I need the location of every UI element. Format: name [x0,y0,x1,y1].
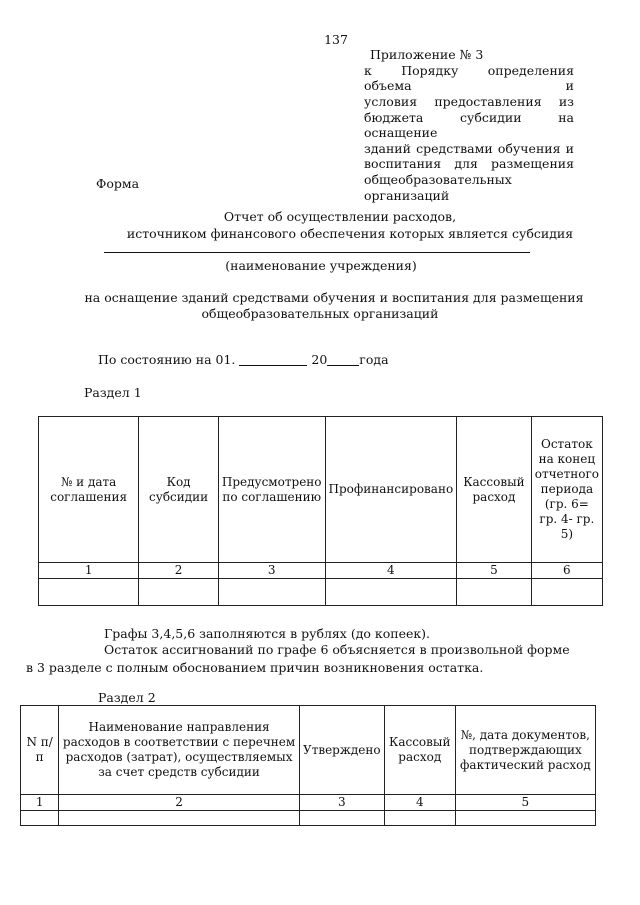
column-number: 6 [531,563,602,579]
form-label: Форма [96,176,140,191]
as-of-date [98,352,389,368]
appendix-line: организаций [364,187,450,203]
table-header: №, дата документов, подтверждающих фактический расход [455,706,595,795]
column-number: 1 [39,563,139,579]
table-header: N п/п [21,706,59,795]
table-cell[interactable] [299,811,384,826]
appendix-title: Приложение № 3 [370,47,484,62]
table-header: Остаток на конец отчетного периода (гр. 6= гр. 4- гр. 5) [531,417,602,563]
table-header: Предусмотрено по соглашению [218,417,325,563]
appendix-line: условия предоставления из [364,93,574,109]
page-number: 137 [324,32,348,47]
table-row [39,579,603,606]
institution-caption: (наименование учреждения) [225,258,417,273]
section2-table [20,705,596,826]
institution-name-line[interactable] [104,252,530,253]
year-prefix: 20 [311,352,328,367]
column-number: 5 [455,795,595,811]
column-number: 4 [325,563,457,579]
report-title-line2: источником финансового обеспечения которых является субсидия [126,226,574,241]
section1-table [38,416,603,606]
table-header: Утверждено [299,706,384,795]
column-number: 3 [218,563,325,579]
table-row [39,563,603,579]
column-number: 4 [384,795,455,811]
appendix-block [364,47,574,203]
purpose-line2: общеобразовательных организаций [201,306,439,321]
table-header: Наименование направления расходов в соответствии с перечнем расходов (затрат), осуществляемых за счет средств субсидии [59,706,300,795]
column-number: 5 [457,563,532,579]
table-header: Профинансировано [325,417,457,563]
as-of-prefix: По состоянию на 01. [98,352,236,367]
purpose-line1: на оснащение зданий средствами обучения и воспитания для размещения [84,290,584,305]
note-line3: в 3 разделе с полным обоснованием причин возникновения остатка. [26,660,484,675]
table-row [21,811,596,826]
year-blank[interactable] [327,353,359,366]
note-line2: Остаток ассигнований по графе 6 объясняется в произвольной форме [104,642,570,657]
table-cell[interactable] [21,811,59,826]
table-header: Код субсидии [139,417,219,563]
table-cell[interactable] [325,579,457,606]
as-of-suffix: года [359,352,389,367]
table-cell[interactable] [39,579,139,606]
report-title-line1: Отчет об осуществлении расходов, [223,209,457,224]
table-cell[interactable] [218,579,325,606]
table-cell[interactable] [139,579,219,606]
table-cell[interactable] [531,579,602,606]
table-row [21,795,596,811]
appendix-line: зданий средствами обучения и [364,140,574,156]
table-header-row [39,417,603,563]
appendix-line: бюджета субсидии на оснащение [364,109,574,141]
month-blank[interactable] [239,353,307,366]
appendix-line: общеобразовательных [364,172,512,187]
column-number: 2 [59,795,300,811]
table-cell[interactable] [59,811,300,826]
table-cell[interactable] [455,811,595,826]
table-cell[interactable] [457,579,532,606]
table-header-row [21,706,596,795]
table-header: № и дата соглашения [39,417,139,563]
column-number: 1 [21,795,59,811]
table-header: Кассовый расход [457,417,532,563]
section1-label: Раздел 1 [84,385,142,400]
appendix-line: к Порядку определения объема и [364,62,574,94]
table-cell[interactable] [384,811,455,826]
table-header: Кассовый расход [384,706,455,795]
column-number: 2 [139,563,219,579]
appendix-line: воспитания для размещения [364,156,574,172]
column-number: 3 [299,795,384,811]
section2-label: Раздел 2 [98,690,156,705]
note-line1: Графы 3,4,5,6 заполняются в рублях (до копеек). [104,626,431,641]
